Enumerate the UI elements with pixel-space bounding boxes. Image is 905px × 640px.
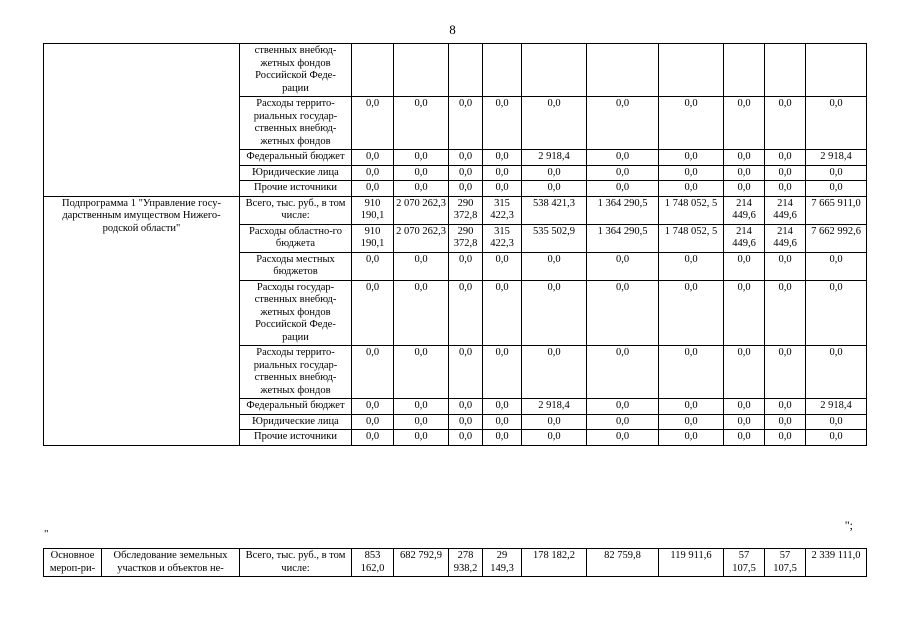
value-cell: 1 364 290,5: [587, 224, 659, 252]
value-cell: 315 422,3: [483, 224, 522, 252]
value-cell: 0,0: [483, 414, 522, 430]
value-cell: 0,0: [765, 150, 806, 166]
value-cell: 0,0: [394, 97, 449, 150]
value-cell: 0,0: [587, 280, 659, 346]
value-cell: 0,0: [352, 181, 394, 197]
value-cell: 0,0: [483, 181, 522, 197]
value-cell: [449, 44, 483, 97]
value-cell: 535 502,9: [522, 224, 587, 252]
value-cell: 0,0: [449, 252, 483, 280]
value-cell: 82 759,8: [587, 549, 659, 577]
value-cell: 214 449,6: [724, 224, 765, 252]
value-cell: 538 421,3: [522, 196, 587, 224]
total-cell: 7 665 911,0: [806, 196, 867, 224]
value-cell: [483, 44, 522, 97]
value-cell: 0,0: [659, 346, 724, 399]
value-cell: 0,0: [724, 414, 765, 430]
funding-source-cell: Юридические лица: [240, 414, 352, 430]
value-cell: 0,0: [522, 165, 587, 181]
value-cell: 0,0: [449, 181, 483, 197]
value-cell: 315 422,3: [483, 196, 522, 224]
total-cell: 0,0: [806, 280, 867, 346]
value-cell: 290 372,8: [449, 196, 483, 224]
value-cell: 1 748 052, 5: [659, 196, 724, 224]
value-cell: 0,0: [483, 430, 522, 446]
value-cell: 1 364 290,5: [587, 196, 659, 224]
measures-table: [43, 548, 867, 577]
closing-quote-mark: ";: [844, 518, 853, 532]
total-cell: 0,0: [806, 414, 867, 430]
value-cell: 0,0: [394, 430, 449, 446]
value-cell: [724, 44, 765, 97]
total-cell: 0,0: [806, 181, 867, 197]
value-cell: 0,0: [394, 399, 449, 415]
value-cell: 0,0: [394, 181, 449, 197]
value-cell: 0,0: [483, 252, 522, 280]
value-cell: [659, 44, 724, 97]
value-cell: 0,0: [724, 399, 765, 415]
value-cell: 0,0: [522, 97, 587, 150]
funding-source-cell: Расходы террито-риальных государ-ственных внебюд-жетных фондов: [240, 346, 352, 399]
value-cell: 0,0: [352, 399, 394, 415]
value-cell: 0,0: [659, 252, 724, 280]
funding-source-cell: Федеральный бюджет: [240, 150, 352, 166]
value-cell: 0,0: [765, 399, 806, 415]
value-cell: 0,0: [724, 150, 765, 166]
total-cell: 2 339 111,0: [806, 549, 867, 577]
value-cell: 0,0: [394, 165, 449, 181]
value-cell: 0,0: [449, 414, 483, 430]
value-cell: 0,0: [587, 181, 659, 197]
value-cell: 0,0: [587, 165, 659, 181]
value-cell: 0,0: [724, 165, 765, 181]
value-cell: 0,0: [483, 97, 522, 150]
value-cell: 214 449,6: [724, 196, 765, 224]
total-cell: 0,0: [806, 430, 867, 446]
value-cell: 0,0: [724, 280, 765, 346]
funding-source-cell: Прочие источники: [240, 181, 352, 197]
value-cell: 0,0: [587, 97, 659, 150]
value-cell: 0,0: [765, 165, 806, 181]
value-cell: 0,0: [449, 165, 483, 181]
value-cell: 0,0: [587, 430, 659, 446]
value-cell: 0,0: [765, 97, 806, 150]
table-row: [44, 44, 867, 97]
value-cell: 0,0: [659, 181, 724, 197]
value-cell: 178 182,2: [522, 549, 587, 577]
value-cell: 0,0: [394, 414, 449, 430]
total-cell: 0,0: [806, 97, 867, 150]
value-cell: 2 918,4: [522, 399, 587, 415]
value-cell: 853 162,0: [352, 549, 394, 577]
value-cell: 0,0: [352, 346, 394, 399]
budget-table: [43, 43, 867, 446]
value-cell: 0,0: [394, 346, 449, 399]
value-cell: 0,0: [659, 280, 724, 346]
value-cell: 0,0: [724, 97, 765, 150]
value-cell: 0,0: [765, 430, 806, 446]
value-cell: 0,0: [449, 97, 483, 150]
value-cell: 0,0: [352, 414, 394, 430]
value-cell: 278 938,2: [449, 549, 483, 577]
funding-source-cell: Расходы террито-риальных государ-ственных внебюд-жетных фондов: [240, 97, 352, 150]
value-cell: 910 190,1: [352, 224, 394, 252]
value-cell: 214 449,6: [765, 224, 806, 252]
value-cell: 1 748 052, 5: [659, 224, 724, 252]
table-row: [44, 196, 867, 224]
funding-source-cell: Юридические лица: [240, 165, 352, 181]
measure-name-cell: Обследование земельных участков и объектов не-: [102, 549, 240, 577]
table-row: [44, 549, 867, 577]
value-cell: 0,0: [765, 346, 806, 399]
value-cell: 0,0: [449, 430, 483, 446]
value-cell: 0,0: [587, 150, 659, 166]
value-cell: 0,0: [352, 97, 394, 150]
value-cell: 0,0: [483, 346, 522, 399]
value-cell: [394, 44, 449, 97]
total-cell: 7 662 992,6: [806, 224, 867, 252]
value-cell: 0,0: [483, 280, 522, 346]
total-cell: 2 918,4: [806, 399, 867, 415]
value-cell: [352, 44, 394, 97]
value-cell: 2 070 262,3: [394, 196, 449, 224]
value-cell: [587, 44, 659, 97]
value-cell: 910 190,1: [352, 196, 394, 224]
value-cell: 0,0: [659, 430, 724, 446]
funding-source-cell: Расходы местных бюджетов: [240, 252, 352, 280]
value-cell: 0,0: [522, 346, 587, 399]
value-cell: 0,0: [449, 399, 483, 415]
value-cell: 0,0: [352, 280, 394, 346]
value-cell: 0,0: [659, 165, 724, 181]
value-cell: 0,0: [587, 414, 659, 430]
value-cell: 0,0: [659, 150, 724, 166]
value-cell: 0,0: [522, 252, 587, 280]
total-cell: 2 918,4: [806, 150, 867, 166]
value-cell: 0,0: [659, 414, 724, 430]
funding-source-cell: Расходы областно-го бюджета: [240, 224, 352, 252]
value-cell: 682 792,9: [394, 549, 449, 577]
value-cell: 0,0: [483, 165, 522, 181]
value-cell: 0,0: [352, 150, 394, 166]
value-cell: 119 911,6: [659, 549, 724, 577]
value-cell: 0,0: [352, 165, 394, 181]
value-cell: 0,0: [765, 252, 806, 280]
value-cell: 0,0: [724, 430, 765, 446]
program-name-cell: [44, 44, 240, 197]
value-cell: 0,0: [483, 399, 522, 415]
subprogram-name-cell: Подпрограмма 1 "Управление госу-дарственным имуществом Нижего-родской области": [44, 196, 240, 445]
funding-source-cell: Расходы государ-ственных внебюд-жетных фондов Российской Феде-рации: [240, 280, 352, 346]
value-cell: 29 149,3: [483, 549, 522, 577]
value-cell: 0,0: [724, 252, 765, 280]
value-cell: 2 918,4: [522, 150, 587, 166]
value-cell: 0,0: [765, 414, 806, 430]
value-cell: 214 449,6: [765, 196, 806, 224]
value-cell: 0,0: [587, 399, 659, 415]
value-cell: 0,0: [522, 430, 587, 446]
value-cell: 0,0: [659, 97, 724, 150]
funding-source-cell: Всего, тыс. руб., в том числе:: [240, 196, 352, 224]
funding-source-cell: ственных внебюд-жетных фондов Российской Феде-рации: [240, 44, 352, 97]
value-cell: 0,0: [449, 280, 483, 346]
value-cell: 0,0: [765, 181, 806, 197]
value-cell: 57 107,5: [724, 549, 765, 577]
value-cell: 0,0: [522, 414, 587, 430]
measure-type-cell: Основное мероп-ри-: [44, 549, 102, 577]
value-cell: 0,0: [587, 252, 659, 280]
value-cell: 0,0: [659, 399, 724, 415]
value-cell: 0,0: [765, 280, 806, 346]
funding-source-cell: Федеральный бюджет: [240, 399, 352, 415]
value-cell: 0,0: [522, 280, 587, 346]
value-cell: 0,0: [449, 346, 483, 399]
total-cell: [806, 44, 867, 97]
total-cell: 0,0: [806, 346, 867, 399]
opening-quote-mark: ": [44, 528, 49, 540]
value-cell: 0,0: [587, 346, 659, 399]
value-cell: 57 107,5: [765, 549, 806, 577]
page-number: 8: [449, 22, 456, 37]
value-cell: 0,0: [394, 280, 449, 346]
value-cell: 0,0: [352, 252, 394, 280]
total-cell: 0,0: [806, 252, 867, 280]
value-cell: 0,0: [724, 181, 765, 197]
value-cell: 2 070 262,3: [394, 224, 449, 252]
value-cell: 0,0: [522, 181, 587, 197]
value-cell: [765, 44, 806, 97]
value-cell: 290 372,8: [449, 224, 483, 252]
funding-source-cell: Прочие источники: [240, 430, 352, 446]
value-cell: 0,0: [724, 346, 765, 399]
value-cell: [522, 44, 587, 97]
value-cell: 0,0: [394, 252, 449, 280]
funding-source-cell: Всего, тыс. руб., в том числе:: [240, 549, 352, 577]
value-cell: 0,0: [483, 150, 522, 166]
value-cell: 0,0: [394, 150, 449, 166]
total-cell: 0,0: [806, 165, 867, 181]
value-cell: 0,0: [352, 430, 394, 446]
value-cell: 0,0: [449, 150, 483, 166]
